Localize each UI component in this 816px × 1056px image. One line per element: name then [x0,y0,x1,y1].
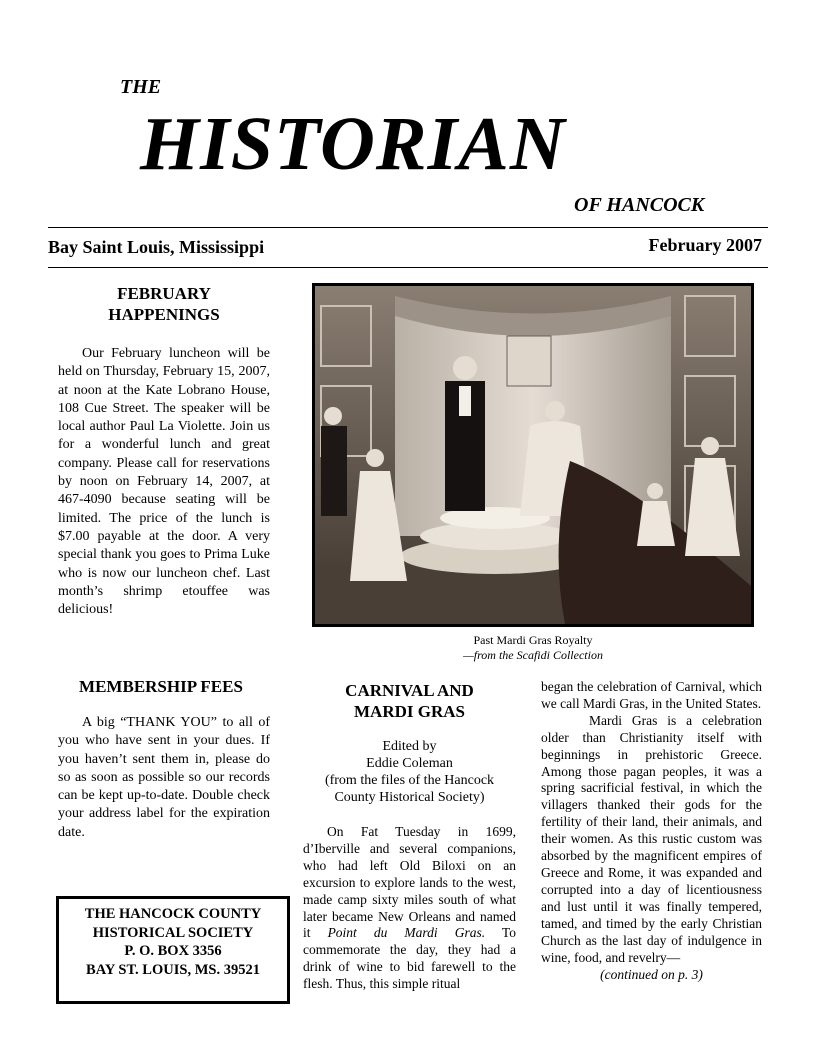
carnival-byline [303,738,516,806]
february-heading-line1: FEBRUARY [117,284,211,303]
carnival-heading-line2: MARDI GRAS [354,702,465,721]
carnival-body [303,824,516,993]
address-line4: BAY ST. LOUIS, MS. 39521 [86,961,260,978]
photo-credit: —from the Scafidi Collection [463,648,603,662]
masthead-of-hancock: OF HANCOCK [574,194,705,216]
membership-body-wrap [58,714,270,842]
continued-note: (continued on p. 3) [600,967,703,983]
membership-section [52,676,270,697]
carnival-section [303,680,516,993]
february-section [58,283,270,619]
editor-name: Eddie Coleman [366,756,453,771]
carnival-heading [303,680,516,722]
source-line1: (from the files of the Hancock [324,773,495,788]
address-line2: HISTORICAL SOCIETY [92,924,254,941]
photo-caption: Past Mardi Gras Royalty [473,633,593,647]
masthead-the: THE [120,76,162,98]
bottom-rule [48,267,768,268]
membership-heading: MEMBERSHIP FEES [79,677,243,696]
february-heading [58,283,270,325]
february-body: Our February luncheon will be held on Thursday, February 15, 2007, at noon at the Kate Lobrano House, 108 Cue Street. The speaker will be local author Paul La Violette. Join us for a wonderful lunch and great company. Please call for reservations by noon on February 14, 2007, at 467-4090 because seating will be limited. The price of the lunch is $7.00 payable at the door. A very special thank you goes to Prima Luke who is now our luncheon chef. Last month’s shrimp etouffee was delicious! [58,346,270,618]
carnival-right-para1: began the celebration of Carnival, which we call Mardi Gras, in the United States. [541,679,762,711]
photo-illustration [315,286,751,624]
location: Bay Saint Louis, Mississippi [48,237,265,257]
february-heading-line2: HAPPENINGS [108,305,220,324]
carnival-right-para2: Mardi Gras is a celebration older than Christianity itself with beginnings in prehistoric Greece. Among those pagan peoples, it was a spring sacrificial festival, in which the villagers thanked their gods for the fertility of their land, their animals, and their women. As this rustic custom was absorbed by the magnificent empires of Greece and Rome, it was expanded and corrupted into a day of licentiousness and lust until it was finally tempered, tamed, and timed by the early Christian Church as the last day of indulgence in wine, food, and revelry— [541,712,762,965]
membership-body: A big “THANK YOU” to all of you who have sent in your dues. If you haven’t sent them in, please do so as soon as possible so our records can be kept up-to-date. Double check your address label for the expiration date. [58,715,270,840]
carnival-heading-line1: CARNIVAL AND [345,681,474,700]
mardi-gras-royalty-photo [312,283,754,627]
carnival-body-part1: On Fat Tuesday in 1699, d’Iberville and several companions, who had left Old Biloxi on an excursion to explore lands to the west, made camp sixty miles south of what later became New Orleans and named it [303,824,516,941]
source-line2: County Historical Society) [334,790,485,805]
top-rule [48,227,768,228]
society-address-box [56,896,290,1004]
edited-by: Edited by [382,739,437,754]
carnival-body-part2: To commemorate the day, they had a drink of wine to bid farewell to the flesh. Thus, this simple ritual [303,925,516,992]
carnival-continuation [541,679,762,983]
address-line3: P. O. BOX 3356 [124,943,222,959]
issue-date: February 2007 [648,235,762,255]
masthead-title: HISTORIAN [140,102,566,186]
carnival-body-italic: Point du Mardi Gras. [327,925,486,941]
address-line1: THE HANCOCK COUNTY [84,906,262,922]
